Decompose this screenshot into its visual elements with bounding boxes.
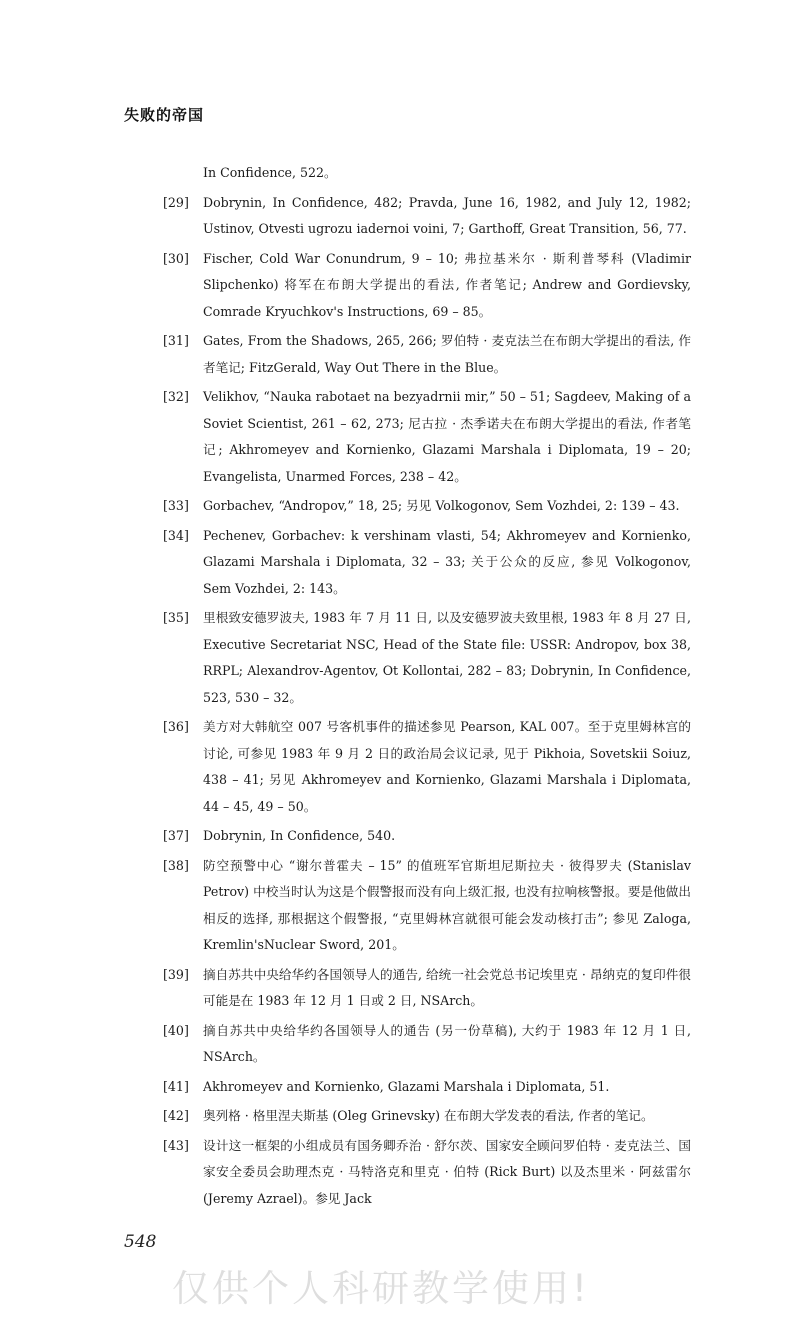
- endnote-41: [163, 1074, 691, 1101]
- endnote-number: [36]: [163, 719, 189, 734]
- endnote-number: [29]: [163, 194, 189, 210]
- endnote-number: [38]: [163, 857, 189, 873]
- endnote-text: Dobrynin, In Confidence, 482; Pravda, June 16, 1982, and July 12, 1982; Ustinov, Otvesti ugrozu iadernoi voini, 7; Garthoff, Great Transition, 56, 77.: [203, 194, 691, 236]
- endnote-37: [163, 823, 691, 850]
- endnote-number: [34]: [163, 527, 189, 543]
- endnote-number: [33]: [163, 498, 189, 513]
- endnote-text: Pechenev, Gorbachev: k vershinam vlasti, 54; Akhromeyev and Kornienko, Glazami Marshala i Diplomata, 32 – 33; 关于公众的反应, 参见 Volkogonov, Sem Vozhdei, 2: 143。: [203, 527, 691, 596]
- endnote-36: [163, 714, 691, 820]
- endnote-number: [32]: [163, 389, 189, 404]
- endnote-34: [163, 523, 691, 603]
- endnotes-list: [163, 160, 691, 1215]
- endnote-text: Akhromeyev and Kornienko, Glazami Marshala i Diplomata, 51.: [203, 1078, 610, 1094]
- endnote-number: [35]: [163, 610, 189, 625]
- endnote-32: [163, 384, 691, 490]
- endnote-number: [31]: [163, 333, 189, 348]
- endnote-38: [163, 853, 691, 959]
- endnote-number: [40]: [163, 1022, 189, 1038]
- endnote-30: [163, 246, 691, 326]
- endnote-text: 摘自苏共中央给华约各国领导人的通告 (另一份草稿), 大约于 1983 年 12 月 1 日, NSArch。: [203, 1022, 691, 1064]
- endnote-text: Dobrynin, In Confidence, 540.: [203, 828, 396, 843]
- endnote-31: [163, 328, 691, 381]
- endnote-number: [42]: [163, 1108, 189, 1123]
- endnote-number: [30]: [163, 250, 189, 266]
- endnote-text: 奥列格 · 格里涅夫斯基 (Oleg Grinevsky) 在布朗大学发表的看法, 作者的笔记。: [203, 1108, 654, 1123]
- endnote-continuation: [163, 160, 691, 187]
- running-head: 失败的帝国: [124, 106, 205, 124]
- endnote-number: [37]: [163, 828, 189, 843]
- endnote-33: [163, 493, 691, 520]
- endnote-text: 里根致安德罗波夫, 1983 年 7 月 11 日, 以及安德罗波夫致里根, 1983 年 8 月 27 日, Executive Secretariat NSC, Head of the State file: USSR: Andropov, box 38, RRPL; Alexandrov-Agentov, Ot Kollontai, 282 – 83; Dobrynin, In Confidence, 523, 530 – 32。: [203, 610, 691, 705]
- endnote-text: Gorbachev, “Andropov,” 18, 25; 另见 Volkogonov, Sem Vozhdei, 2: 139 – 43.: [203, 498, 680, 513]
- endnote-number: [39]: [163, 966, 189, 982]
- endnote-text: 防空预警中心 “谢尔普霍夫 – 15” 的值班军官斯坦尼斯拉夫 · 彼得罗夫 (Stanislav Petrov) 中校当时认为这是个假警报而没有向上级汇报, 也没有拉响核警报。要是他做出相反的选择, 那根据这个假警报, “克里姆林宫就很可能会发动核打击”; 参见 Zaloga, Kremlin'sNuclear Sword, 201。: [203, 857, 691, 952]
- endnote-text: Velikhov, “Nauka rabotaet na bezyadrnii mir,” 50 – 51; Sagdeev, Making of a Soviet Scientist, 261 – 62, 273; 尼古拉 · 杰季诺夫在布朗大学提出的看法, 作者笔记; Akhromeyev and Kornienko, Glazami Marshala i Diplomata, 19 – 20; Evangelista, Unarmed Forces, 238 – 42。: [203, 389, 691, 484]
- endnote-text: 美方对大韩航空 007 号客机事件的描述参见 Pearson, KAL 007。至于克里姆林宫的讨论, 可参见 1983 年 9 月 2 日的政治局会议记录, 见于 Pikhoia, Sovetskii Soiuz, 438 – 41; 另见 Akhromeyev and Kornienko, Glazami Marshala i Diplomata, 44 – 45, 49 – 50。: [203, 719, 691, 814]
- endnote-number: [41]: [163, 1078, 189, 1094]
- endnote-text: Fischer, Cold War Conundrum, 9 – 10; 弗拉基米尔 · 斯利普琴科 (Vladimir Slipchenko) 将军在布朗大学提出的看法, 作者笔记; Andrew and Gordievsky, Comrade Kryuchkov's Instructions, 69 – 85。: [203, 250, 691, 319]
- endnote-number: [43]: [163, 1137, 189, 1153]
- endnote-29: [163, 190, 691, 243]
- endnote-40: [163, 1018, 691, 1071]
- endnote-42: [163, 1103, 691, 1130]
- endnote-39: [163, 962, 691, 1015]
- endnote-text: 设计这一框架的小组成员有国务卿乔治 · 舒尔茨、国家安全顾问罗伯特 · 麦克法兰、国家安全委员会助理杰克 · 马特洛克和里克 · 伯特 (Rick Burt) 以及杰里米 · 阿兹雷尔 (Jeremy Azrael)。参见 Jack: [203, 1137, 691, 1206]
- page-number: 548: [124, 1232, 157, 1252]
- endnote-text: Gates, From the Shadows, 265, 266; 罗伯特 · 麦克法兰在布朗大学提出的看法, 作者笔记; FitzGerald, Way Out There in the Blue。: [203, 333, 691, 375]
- endnote-43: [163, 1133, 691, 1213]
- endnote-text: In Confidence, 522。: [203, 165, 337, 180]
- endnote-text: 摘自苏共中央给华约各国领导人的通告, 给统一社会党总书记埃里克 · 昂纳克的复印件很可能是在 1983 年 12 月 1 日或 2 日, NSArch。: [203, 966, 691, 1008]
- endnote-35: [163, 605, 691, 711]
- watermark-text: 仅供个人科研教学使用!: [172, 1267, 590, 1310]
